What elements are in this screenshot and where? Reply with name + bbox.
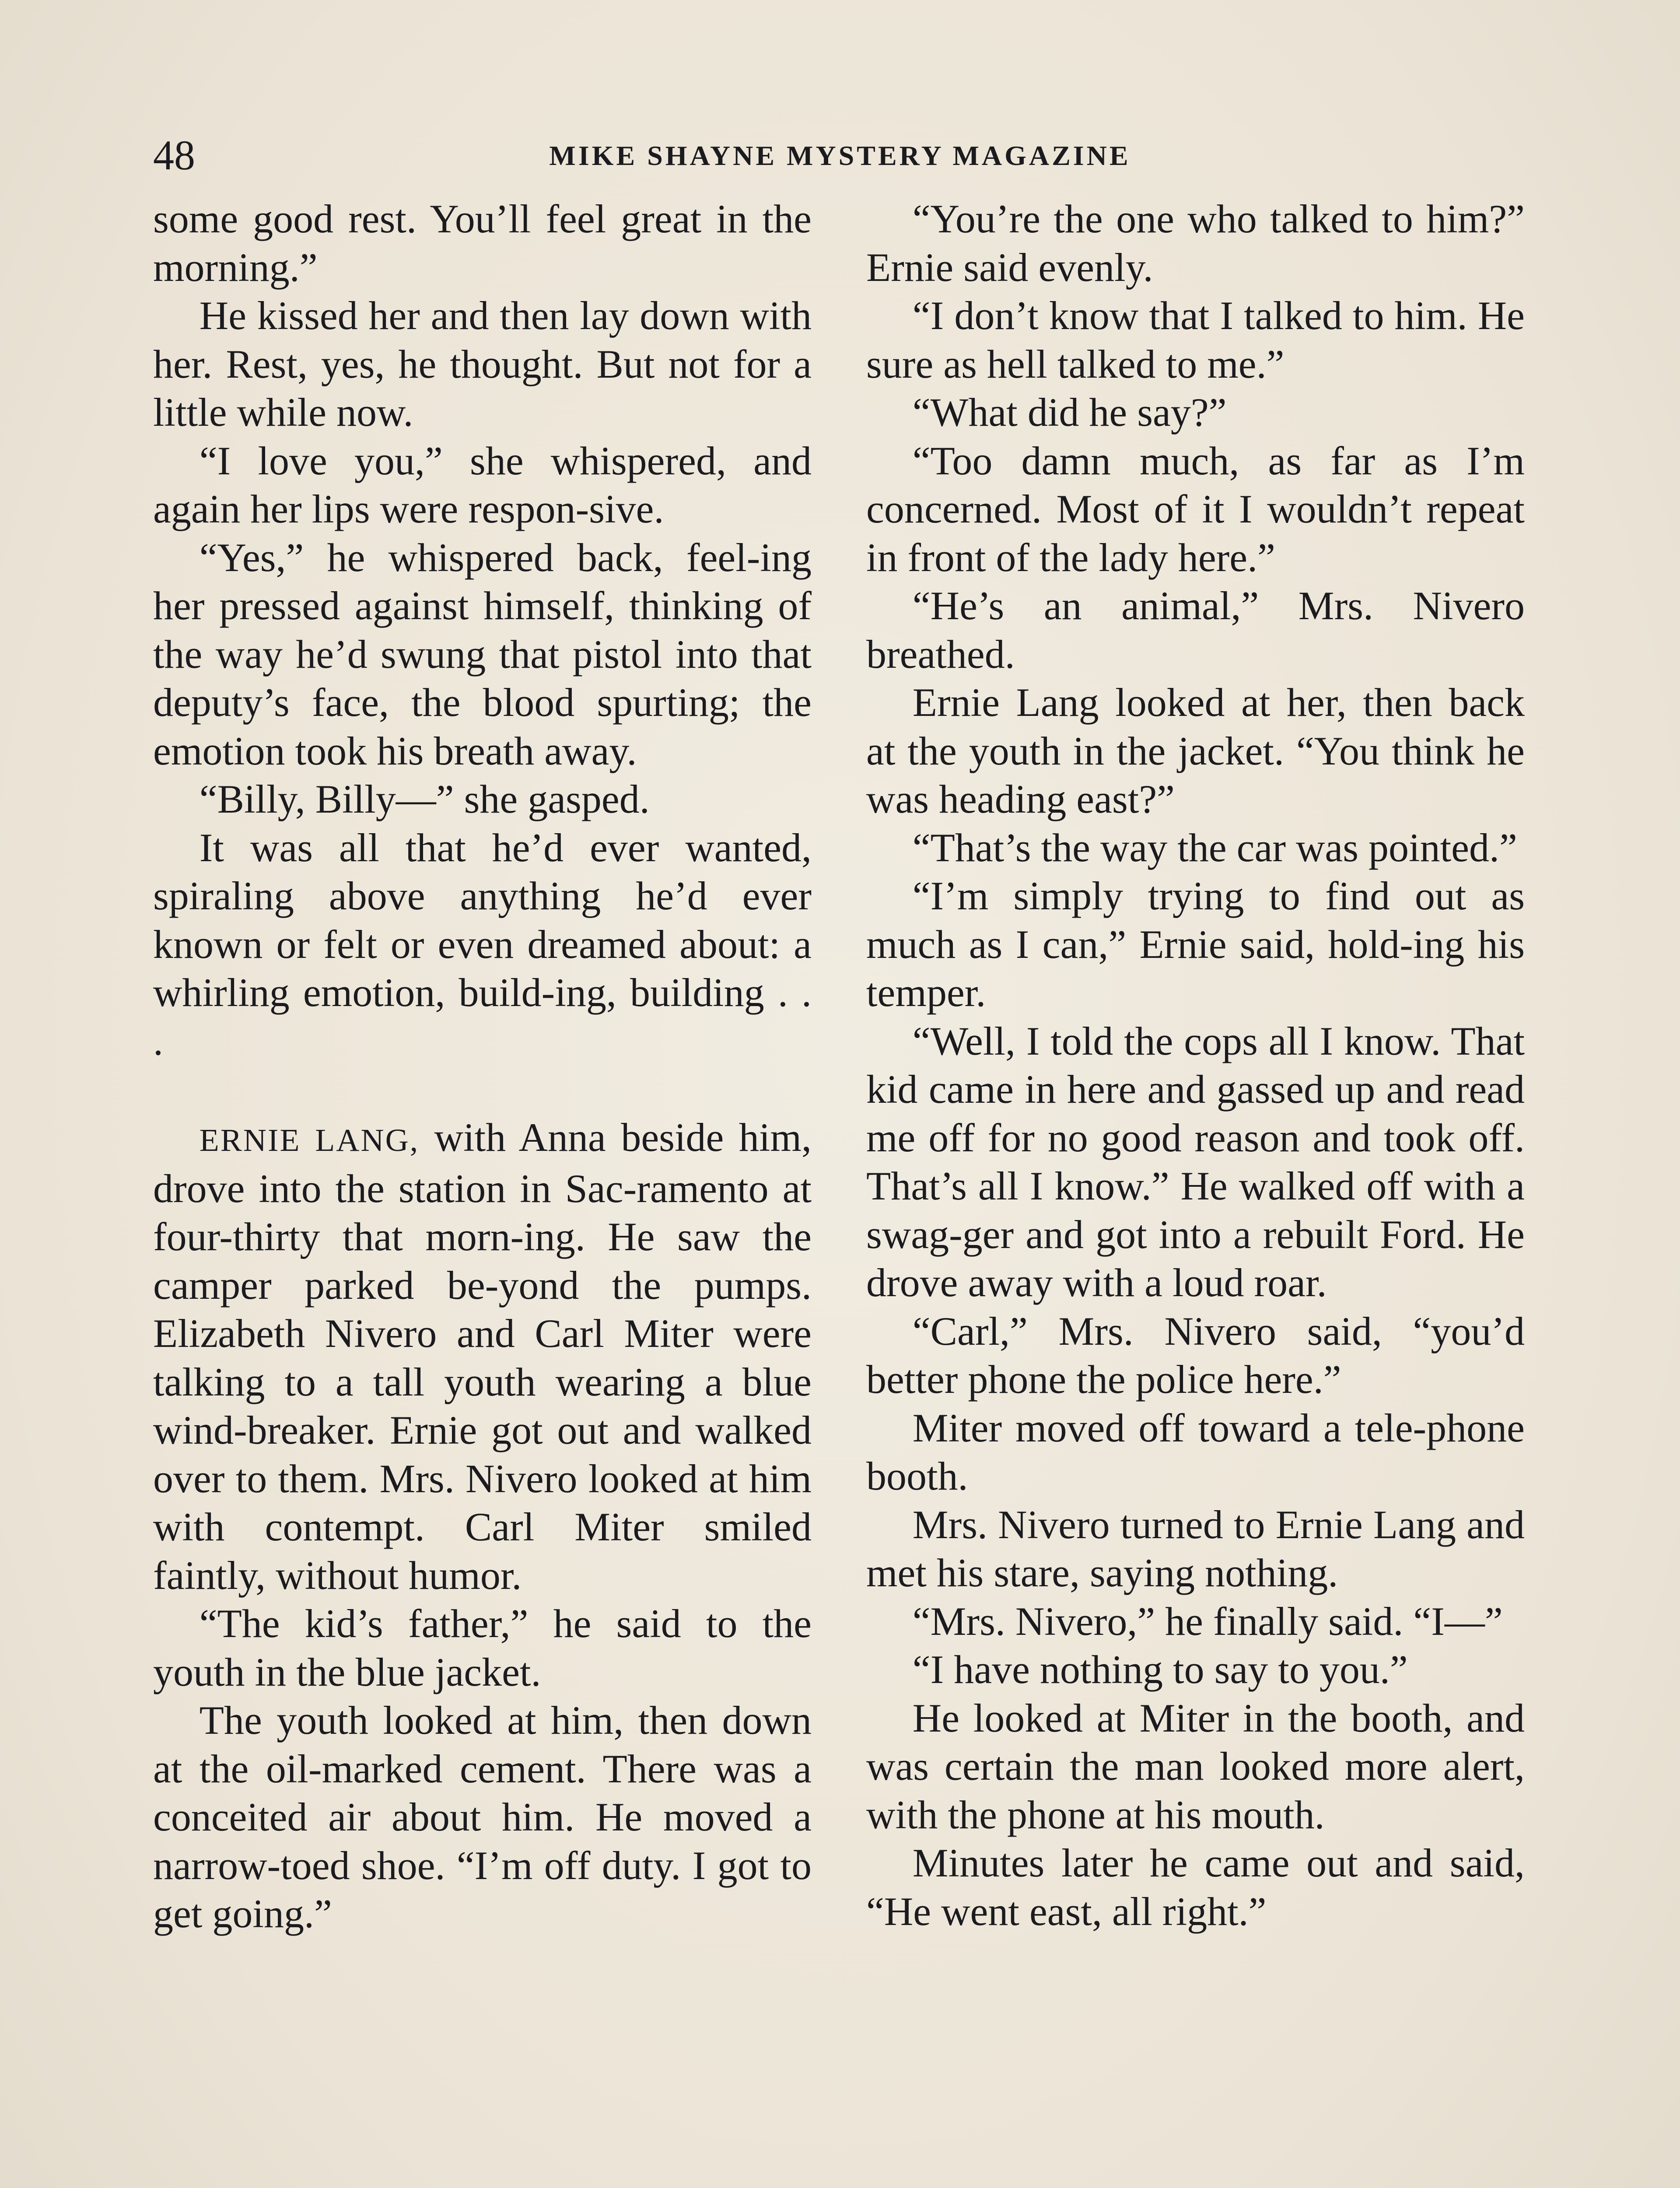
paragraph: “He’s an animal,” Mrs. Nivero breathed. <box>866 583 1525 677</box>
page-number: 48 <box>153 132 195 179</box>
left-column <box>153 195 812 1938</box>
paragraph: “Yes,” he whispered back, feel-ing her pressed against himself, thinking of the way he’d swung that pistol into that deputy’s face, the blood spurting; the emotion took his breath away. <box>153 535 812 773</box>
paragraph: “The kid’s father,” he said to the youth in the blue jacket. <box>153 1601 812 1694</box>
paragraph: “What did he say?” <box>912 390 1227 435</box>
paragraph: Mrs. Nivero turned to Ernie Lang and met his stare, saying nothing. <box>866 1502 1525 1595</box>
running-head: MIKE SHAYNE MYSTERY MAGAZINE <box>549 140 1131 171</box>
paragraph: “Billy, Billy—” she gasped. <box>199 777 650 821</box>
paragraph: “Well, I told the cops all I know. That kid came in here and gassed up and read me off for no good reason and took off. That’s all I know.” He walked off with a swag-ger and got into a rebuilt Ford. He drove away with a loud roar. <box>866 1018 1525 1305</box>
paragraph: “You’re the one who talked to him?” Ernie said evenly. <box>866 196 1525 290</box>
paragraph: Miter moved off toward a tele-phone booth. <box>866 1405 1525 1498</box>
paragraph-body: with Anna beside him, drove into the station in Sac-ramento at four-thirty that morn-ing. He saw the camper parked be-yond the pumps. Elizabeth Nivero and Carl Miter were talking to a tall youth wearing a blue wind-breaker. Ernie got out and walked over to them. Mrs. Nivero looked at him with contempt. Carl Miter smiled faintly, without humor. <box>153 1115 812 1598</box>
section-lead-in: ERNIE LANG, <box>199 1122 420 1158</box>
section-opening-paragraph <box>153 1113 812 1599</box>
paragraph: He looked at Miter in the booth, and was certain the man looked more alert, with the phone at his mouth. <box>866 1695 1525 1837</box>
paragraph: “Mrs. Nivero,” he finally said. “I—” <box>912 1599 1503 1644</box>
paragraph: He kissed her and then lay down with her. Rest, yes, he thought. But not for a little while now. <box>153 293 812 435</box>
paragraph: “I have nothing to say to you.” <box>912 1647 1408 1692</box>
paragraph: “I’m simply trying to find out as much as I can,” Ernie said, hold-ing his temper. <box>866 873 1525 1015</box>
paragraph: “Too damn much, as far as I’m concerned. Most of it I wouldn’t repeat in front of the lady here.” <box>866 438 1525 580</box>
paragraph: “That’s the way the car was pointed.” <box>912 825 1517 870</box>
paragraph: Ernie Lang looked at her, then back at the youth in the jacket. “You think he was heading east?” <box>866 680 1525 821</box>
right-column <box>866 195 1525 1936</box>
paragraph: “Carl,” Mrs. Nivero said, “you’d better phone the police here.” <box>866 1308 1525 1402</box>
paragraph: some good rest. You’ll feel great in the morning.” <box>153 196 812 290</box>
paragraph: “I don’t know that I talked to him. He sure as hell talked to me.” <box>866 293 1525 386</box>
paragraph: Minutes later he came out and said, “He went east, all right.” <box>866 1841 1525 1934</box>
paragraph: It was all that he’d ever wanted, spiraling above anything he’d ever known or felt or even dreamed about: a whirling emotion, build-ing, building . . . <box>153 825 812 1063</box>
paragraph: The youth looked at him, then down at the oil-marked cement. There was a conceited air about him. He moved a narrow-toed shoe. “I’m off duty. I got to get going.” <box>153 1698 812 1936</box>
page-header <box>153 131 1527 179</box>
paragraph: “I love you,” she whispered, and again her lips were respon-sive. <box>153 438 812 531</box>
